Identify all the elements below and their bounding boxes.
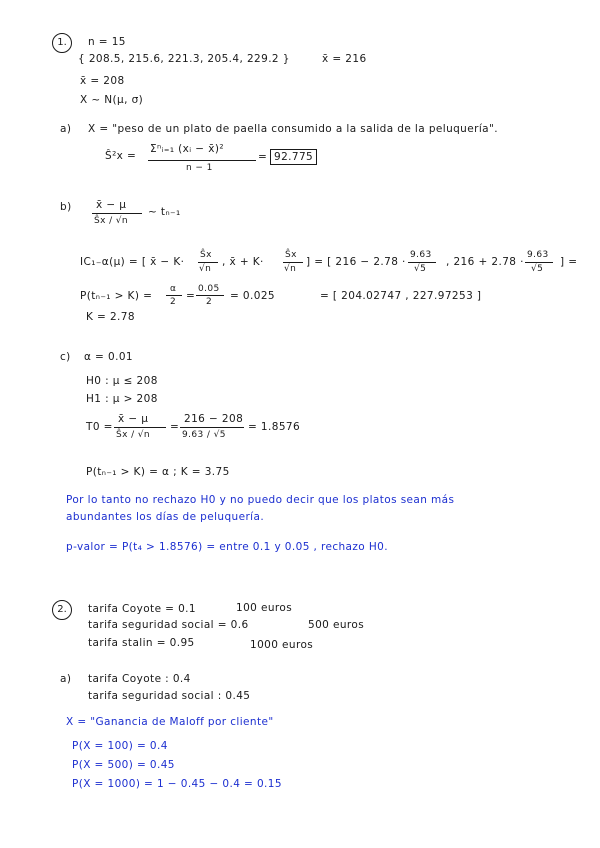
alpha-level: α = 0.01 xyxy=(84,351,133,363)
prob-result: = 0.025 xyxy=(230,290,275,302)
t0-value: = 1.8576 xyxy=(248,421,301,433)
fraction-bar xyxy=(196,295,224,296)
reference-mean: x̄ = 208 xyxy=(80,75,125,87)
equals-sign: = xyxy=(258,151,268,163)
variance-denominator: n − 1 xyxy=(186,163,213,173)
fraction-bar xyxy=(198,262,218,263)
t0-equals: = xyxy=(170,421,180,433)
part-1a-label: a) xyxy=(60,123,72,135)
ci-mid: , x̄ + K· xyxy=(222,256,264,268)
statistic-denominator: Ŝx / √n xyxy=(94,216,129,226)
null-hypothesis: H0 : μ ≤ 208 xyxy=(86,375,158,387)
k-value: K = 2.78 xyxy=(86,311,135,323)
alt-hypothesis: H1 : μ > 208 xyxy=(86,393,158,405)
ci-value-num-2: 9.63 xyxy=(527,250,549,260)
fraction-bar xyxy=(166,295,182,296)
variance-result: 92.775 xyxy=(270,149,317,165)
ci-frac-den: √n xyxy=(199,264,212,274)
sample-mean: x̄ = 216 xyxy=(322,53,367,65)
variance-lhs: Ŝ²x = xyxy=(105,150,137,162)
t0-lhs: T0 = xyxy=(86,421,113,433)
critical-value: P(tₙ₋₁ > K) = α ; K = 3.75 xyxy=(86,466,230,478)
fraction-bar xyxy=(148,160,256,161)
ci-value-den-1: √5 xyxy=(414,264,427,274)
t0-denominator: Ŝx / √n xyxy=(116,430,151,440)
sample-size: n = 15 xyxy=(88,36,126,48)
seguridad-prob: tarifa seguridad social : 0.45 xyxy=(88,690,251,702)
tarifa-seguridad-euros: 500 euros xyxy=(308,619,365,631)
ci-frac-den-2: √n xyxy=(284,264,297,274)
fraction-bar xyxy=(283,262,303,263)
ci-mid-2: , 216 + 2.78 · xyxy=(446,256,524,268)
part-2a-label: a) xyxy=(60,673,72,685)
variance-numerator: Σⁿᵢ₌₁ (xᵢ − x̄)² xyxy=(150,143,224,155)
ci-equals: ] = [ 216 − 2.78 · xyxy=(306,256,406,268)
statistic-numerator: x̄ − μ xyxy=(96,199,127,211)
conclusion-line-2: abundantes los días de peluquería. xyxy=(66,511,265,523)
ci-value-den-2: √5 xyxy=(531,264,544,274)
distribution: X ~ N(μ, σ) xyxy=(80,94,144,106)
t0-numerator: x̄ − μ xyxy=(118,413,149,425)
t0-denominator-2: 9.63 / √5 xyxy=(182,430,226,440)
ci-frac-num: Ŝx xyxy=(200,250,212,260)
statistic-distribution: ~ tₙ₋₁ xyxy=(148,206,181,218)
confidence-interval: = [ 204.02747 , 227.97253 ] xyxy=(320,290,482,302)
tarifa-stalin: tarifa stalin = 0.95 xyxy=(88,637,195,649)
alpha-val-den: 2 xyxy=(206,297,213,307)
equals-sign-2: = xyxy=(186,290,196,302)
variable-x-definition: X = "Ganancia de Maloff por cliente" xyxy=(66,716,274,728)
part-1c-label: c) xyxy=(60,351,71,363)
p-value: p-valor = P(t₄ > 1.8576) = entre 0.1 y 0.05 , rechazo H0. xyxy=(66,541,388,553)
coyote-prob: tarifa Coyote : 0.4 xyxy=(88,673,191,685)
ci-frac-num-2: Ŝx xyxy=(285,250,297,260)
sample-values: { 208.5, 215.6, 221.3, 205.4, 229.2 } xyxy=(78,53,290,65)
fraction-bar xyxy=(180,427,244,428)
variable-definition: X = "peso de un plato de paella consumido a la salida de la peluquería". xyxy=(88,123,498,135)
alpha-num: α xyxy=(170,284,177,294)
tarifa-stalin-euros: 1000 euros xyxy=(250,639,314,651)
ci-lhs: IC₁₋α(μ) = [ x̄ − K· xyxy=(80,256,185,268)
alpha-val-num: 0.05 xyxy=(198,284,220,294)
fraction-bar xyxy=(92,213,142,214)
ci-value-num-1: 9.63 xyxy=(410,250,432,260)
alpha-den: 2 xyxy=(170,297,177,307)
ci-end: ] = xyxy=(560,256,578,268)
prob-k-lhs: P(tₙ₋₁ > K) = xyxy=(80,290,153,302)
fraction-bar xyxy=(408,262,436,263)
question-2-number: 2. xyxy=(52,600,72,620)
prob-x-100: P(X = 100) = 0.4 xyxy=(72,740,168,752)
conclusion-line-1: Por lo tanto no rechazo H0 y no puedo decir que los platos sean más xyxy=(66,494,455,506)
t0-numerator-2: 216 − 208 xyxy=(184,413,244,425)
prob-x-1000: P(X = 1000) = 1 − 0.45 − 0.4 = 0.15 xyxy=(72,778,282,790)
question-1-number: 1. xyxy=(52,33,72,53)
prob-x-500: P(X = 500) = 0.45 xyxy=(72,759,175,771)
fraction-bar xyxy=(525,262,553,263)
tarifa-coyote-euros: 100 euros xyxy=(236,602,293,614)
tarifa-coyote: tarifa Coyote = 0.1 xyxy=(88,603,196,615)
tarifa-seguridad: tarifa seguridad social = 0.6 xyxy=(88,619,249,631)
part-1b-label: b) xyxy=(60,201,72,213)
fraction-bar xyxy=(114,427,166,428)
